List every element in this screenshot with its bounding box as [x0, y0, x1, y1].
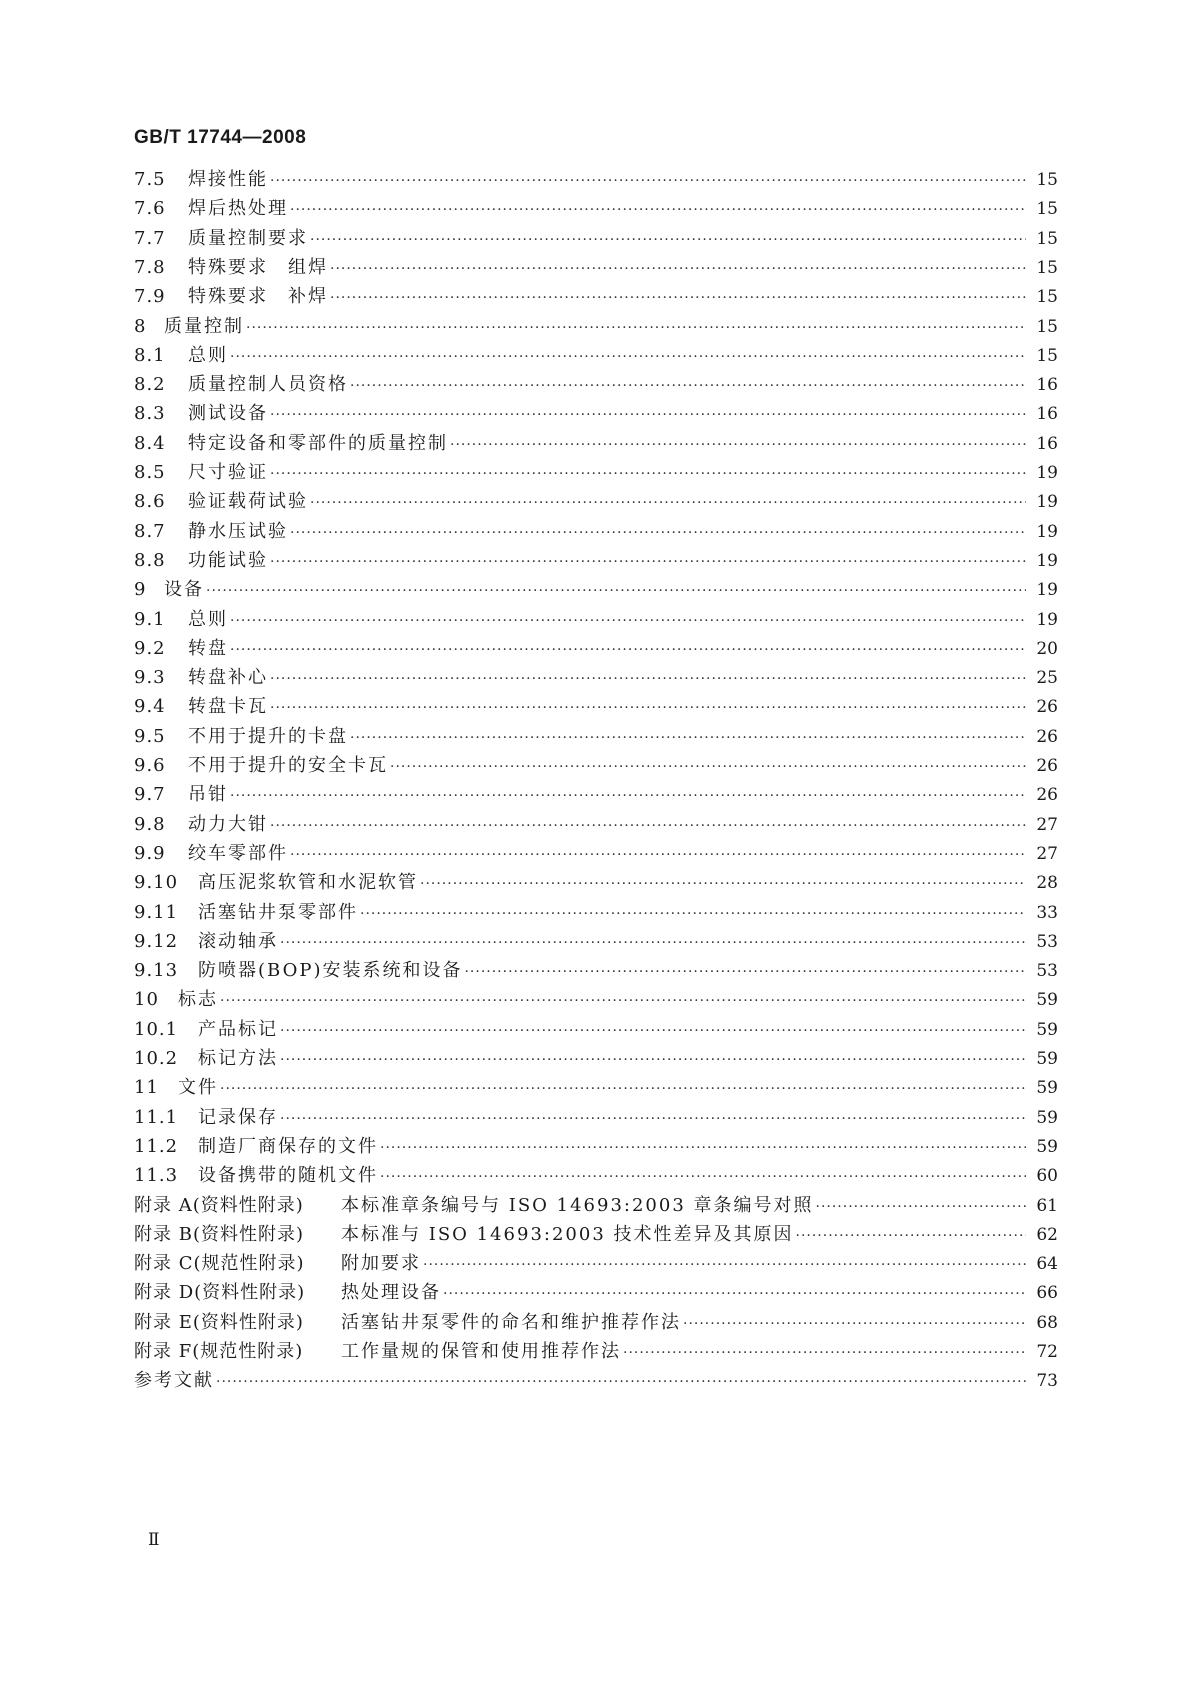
toc-entry-number: 8.8	[134, 549, 166, 571]
toc-leader-dots	[270, 400, 1026, 430]
toc-entry-number: 7.9	[134, 286, 166, 308]
toc-entry-title: 不用于提升的安全卡瓦	[188, 755, 388, 776]
toc-entry-title: 功能试验	[188, 549, 268, 571]
toc-entry-number: 11.1	[134, 1106, 179, 1128]
toc-leader-dots	[230, 342, 1026, 372]
toc-leader-dots	[420, 869, 1026, 899]
toc-entry-number: 8.7	[134, 520, 166, 542]
toc-entry[interactable]	[134, 370, 1058, 400]
toc-leader-dots	[380, 1162, 1026, 1192]
toc-entry-number: 9.5	[134, 725, 166, 747]
toc-entry-page: 15	[1036, 199, 1058, 220]
toc-entry[interactable]	[134, 575, 1058, 605]
toc-entry-title: 滚动轴承	[198, 930, 278, 952]
toc-entry-title: 高压泥浆软管和水泥软管	[198, 872, 418, 894]
toc-entry-number: 11.2	[134, 1135, 179, 1157]
toc-entry[interactable]	[134, 1073, 1058, 1103]
toc-leader-dots	[230, 606, 1026, 636]
toc-entry-page: 26	[1036, 756, 1058, 776]
toc-entry-number: 7.8	[134, 256, 166, 278]
toc-entry-title: 特定设备和零部件的质量控制	[188, 432, 448, 454]
toc-entry-page: 60	[1036, 1166, 1058, 1187]
toc-leader-dots	[270, 693, 1026, 723]
toc-entry[interactable]	[134, 985, 1058, 1015]
toc-leader-dots	[230, 781, 1026, 811]
toc-leader-dots	[310, 488, 1026, 518]
toc-entry-number: 附录 F(规范性附录)	[134, 1341, 304, 1362]
toc-entry[interactable]	[134, 458, 1058, 488]
toc-entry-page: 19	[1036, 492, 1058, 513]
toc-entry-title: 焊接性能	[188, 169, 268, 190]
toc-entry-title: 转盘卡瓦	[188, 696, 268, 718]
toc-entry[interactable]	[134, 1132, 1058, 1162]
toc-entry-number: 9.11	[134, 901, 179, 923]
toc-entry[interactable]	[134, 1103, 1058, 1133]
toc-entry-title: 产品标记	[198, 1018, 278, 1040]
toc-entry[interactable]	[134, 224, 1058, 254]
toc-entry-page: 59	[1036, 1136, 1058, 1157]
toc-entry[interactable]	[134, 839, 1058, 869]
toc-entry[interactable]	[134, 1015, 1058, 1045]
toc-entry[interactable]	[134, 927, 1058, 957]
toc-entry-title: 本标准章条编号与 ISO 14693:2003 章条编号对照	[341, 1194, 814, 1216]
toc-entry-title: 静水压试验	[188, 520, 288, 542]
toc-entry-title: 设备	[164, 579, 204, 601]
toc-leader-dots	[280, 1045, 1026, 1075]
toc-entry-page: 19	[1036, 609, 1058, 630]
toc-leader-dots	[816, 1192, 1027, 1222]
toc-entry[interactable]	[134, 692, 1058, 722]
toc-entry-title: 记录保存	[198, 1106, 278, 1128]
toc-entry-page: 19	[1036, 463, 1058, 483]
toc-entry[interactable]	[134, 399, 1058, 429]
toc-entry-title: 热处理设备	[341, 1282, 441, 1304]
toc-leader-dots	[450, 430, 1026, 460]
toc-entry-page: 15	[1036, 170, 1058, 190]
toc-entry[interactable]	[134, 810, 1058, 840]
toc-leader-dots	[270, 547, 1026, 577]
toc-entry-page: 59	[1036, 1019, 1058, 1040]
toc-entry-title: 工作量规的保管和使用推荐作法	[341, 1341, 621, 1362]
toc-entry-number: 7.7	[134, 227, 166, 249]
toc-entry[interactable]	[134, 194, 1058, 224]
toc-entry-page: 64	[1036, 1254, 1058, 1275]
toc-entry-number: 9	[134, 579, 147, 601]
toc-entry-page: 28	[1036, 873, 1058, 894]
toc-entry-number: 9.9	[134, 842, 166, 864]
toc-entry-page: 19	[1036, 580, 1058, 601]
toc-leader-dots	[350, 723, 1026, 753]
toc-leader-dots	[350, 371, 1026, 401]
toc-leader-dots	[270, 811, 1026, 841]
toc-leader-dots	[623, 1338, 1026, 1368]
toc-entry[interactable]	[134, 663, 1058, 693]
toc-entry-page: 15	[1036, 228, 1058, 249]
toc-leader-dots	[423, 1250, 1026, 1280]
toc-entry-page: 15	[1036, 287, 1058, 308]
toc-entry[interactable]	[134, 605, 1058, 635]
toc-entry-page: 72	[1036, 1342, 1058, 1362]
toc-entry-title: 质量控制人员资格	[188, 374, 348, 396]
toc-entry-title: 本标准与 ISO 14693:2003 技术性差异及其原因	[341, 1223, 794, 1245]
toc-entry[interactable]	[134, 1191, 1058, 1221]
toc-leader-dots	[270, 459, 1026, 489]
toc-entry-number: 10	[134, 989, 159, 1011]
toc-entry-number: 10.2	[134, 1048, 179, 1069]
toc-entry-page: 16	[1036, 404, 1058, 425]
toc-entry[interactable]	[134, 868, 1058, 898]
toc-entry-number: 附录 C(规范性附录)	[134, 1253, 305, 1275]
toc-entry-title: 设备携带的随机文件	[198, 1165, 378, 1187]
toc-entry[interactable]	[134, 546, 1058, 576]
toc-entry[interactable]	[134, 1161, 1058, 1191]
toc-leader-dots	[390, 752, 1026, 782]
toc-leader-dots	[683, 1309, 1026, 1339]
toc-entry[interactable]	[134, 898, 1058, 928]
toc-entry-page: 66	[1036, 1283, 1058, 1304]
toc-entry-title: 吊钳	[188, 784, 228, 806]
toc-entry-page: 15	[1036, 316, 1058, 337]
toc-leader-dots	[796, 1221, 1027, 1251]
toc-entry-page: 53	[1036, 961, 1058, 982]
toc-entry-title: 转盘补心	[188, 667, 268, 689]
toc-leader-dots	[230, 635, 1026, 665]
toc-entry-page: 19	[1036, 550, 1058, 571]
toc-entry-page: 15	[1036, 257, 1058, 278]
toc-entry-number: 8.1	[134, 344, 166, 366]
toc-entry-page: 26	[1036, 785, 1058, 806]
toc-entry-number: 9.8	[134, 813, 166, 835]
toc-entry-title: 动力大钳	[188, 813, 268, 835]
toc-entry-page: 73	[1036, 1371, 1058, 1392]
toc-leader-dots	[280, 1104, 1026, 1134]
toc-entry-number: 8	[134, 315, 147, 337]
toc-entry-page: 15	[1036, 345, 1058, 366]
toc-entry-title: 尺寸验证	[188, 462, 268, 483]
toc-entry-title: 焊后热处理	[188, 198, 288, 220]
toc-entry[interactable]	[134, 487, 1058, 517]
toc-leader-dots	[330, 283, 1026, 313]
toc-entry-title: 文件	[178, 1077, 218, 1099]
toc-entry-number: 附录 D(资料性附录)	[134, 1282, 306, 1304]
toc-entry-number: 8.5	[134, 462, 166, 483]
toc-entry[interactable]	[134, 1278, 1058, 1308]
toc-entry-number: 8.3	[134, 403, 166, 425]
toc-leader-dots	[280, 928, 1026, 958]
toc-leader-dots	[310, 225, 1026, 255]
toc-entry-number: 7.6	[134, 198, 166, 220]
page-number: Ⅱ	[148, 1530, 160, 1549]
toc-entry-title: 防喷器(BOP)安装系统和设备	[198, 960, 463, 982]
toc-leader-dots	[270, 166, 1026, 196]
toc-entry-title: 标记方法	[198, 1048, 278, 1069]
toc-entry-title: 质量控制要求	[188, 227, 308, 249]
toc-entry-page: 26	[1036, 697, 1058, 718]
toc-entry-page: 61	[1036, 1195, 1058, 1216]
toc-entry-page: 59	[1036, 1049, 1058, 1069]
toc-leader-dots	[206, 576, 1026, 606]
toc-entry-title: 总则	[188, 344, 228, 366]
toc-leader-dots	[280, 1016, 1026, 1046]
toc-entry-number: 9.1	[134, 608, 166, 630]
toc-leader-dots	[360, 899, 1026, 929]
toc-entry-title: 绞车零部件	[188, 842, 288, 864]
toc-entry-number: 10.1	[134, 1018, 179, 1040]
toc-entry-number: 9.12	[134, 930, 179, 952]
toc-entry-page: 53	[1036, 931, 1058, 952]
toc-entry[interactable]	[134, 341, 1058, 371]
toc-entry-number: 9.10	[134, 872, 179, 894]
toc-entry[interactable]	[134, 1308, 1058, 1338]
toc-entry[interactable]	[134, 1220, 1058, 1250]
toc-entry[interactable]	[134, 517, 1058, 547]
toc-entry-number: 附录 E(资料性附录)	[134, 1311, 304, 1333]
toc-leader-dots	[290, 840, 1026, 870]
toc-entry[interactable]	[134, 282, 1058, 312]
toc-entry-number: 附录 B(资料性附录)	[134, 1223, 304, 1245]
toc-entry-title: 制造厂商保存的文件	[198, 1135, 378, 1157]
toc-entry-title: 特殊要求 组焊	[188, 256, 328, 278]
toc-entry-title: 标志	[178, 989, 218, 1011]
toc-entry-page: 25	[1036, 668, 1058, 689]
toc-entry-title: 验证载荷试验	[188, 491, 308, 513]
toc-entry-page: 20	[1036, 638, 1058, 659]
toc-leader-dots	[246, 313, 1026, 343]
toc-leader-dots	[216, 1367, 1026, 1397]
toc-entry-page: 59	[1036, 990, 1058, 1011]
toc-entry-title: 转盘	[188, 637, 228, 659]
toc-leader-dots	[270, 664, 1026, 694]
toc-entry[interactable]	[134, 1366, 1058, 1396]
toc-entry-title: 总则	[188, 608, 228, 630]
toc-entry[interactable]	[134, 780, 1058, 810]
toc-entry-page: 68	[1036, 1312, 1058, 1333]
toc-entry[interactable]	[134, 253, 1058, 283]
toc-entry[interactable]	[134, 1337, 1058, 1367]
toc-leader-dots	[220, 1074, 1026, 1104]
toc-entry-number: 8.6	[134, 491, 166, 513]
toc-entry[interactable]	[134, 956, 1058, 986]
toc-leader-dots	[220, 986, 1026, 1016]
toc-entry[interactable]	[134, 165, 1058, 195]
toc-entry-page: 59	[1036, 1107, 1058, 1128]
toc-entry[interactable]	[134, 634, 1058, 664]
toc-entry-title: 活塞钻井泵零件的命名和维护推荐作法	[341, 1311, 681, 1333]
toc-entry-number: 7.5	[134, 169, 166, 190]
toc-entry-page: 27	[1036, 814, 1058, 835]
toc-entry-number: 11	[134, 1077, 159, 1099]
toc-entry-page: 33	[1036, 902, 1058, 923]
toc-entry-title: 参考文献	[134, 1370, 214, 1392]
toc-entry-number: 9.13	[134, 960, 179, 982]
toc-entry-number: 9.4	[134, 696, 166, 718]
toc-entry-number: 8.2	[134, 374, 166, 396]
toc-entry-page: 19	[1036, 521, 1058, 542]
toc-entry-page: 26	[1036, 726, 1058, 747]
toc-entry-title: 活塞钻井泵零部件	[198, 901, 358, 923]
toc-entry[interactable]	[134, 1249, 1058, 1279]
toc-entry[interactable]	[134, 312, 1058, 342]
toc-entry-number: 9.6	[134, 755, 166, 776]
toc-entry-number: 11.3	[134, 1165, 179, 1187]
toc-entry-title: 不用于提升的卡盘	[188, 725, 348, 747]
toc-entry[interactable]	[134, 751, 1058, 781]
toc-leader-dots	[290, 195, 1026, 225]
toc-entry-number: 9.7	[134, 784, 166, 806]
toc-leader-dots	[290, 518, 1026, 548]
toc-leader-dots	[380, 1133, 1026, 1163]
toc-entry-title: 测试设备	[188, 403, 268, 425]
toc-entry-page: 27	[1036, 843, 1058, 864]
toc-leader-dots	[464, 957, 1026, 987]
toc-entry-title: 附加要求	[341, 1253, 421, 1275]
toc-entry[interactable]	[134, 429, 1058, 459]
toc-entry[interactable]	[134, 722, 1058, 752]
toc-entry-page: 16	[1036, 433, 1058, 454]
toc-entry-page: 59	[1036, 1078, 1058, 1099]
toc-leader-dots	[443, 1279, 1026, 1309]
toc-entry-page: 16	[1036, 375, 1058, 396]
toc-entry-title: 质量控制	[164, 315, 244, 337]
toc-entry-title: 特殊要求 补焊	[188, 286, 328, 308]
toc-entry-number: 8.4	[134, 432, 166, 454]
standard-code: GB/T 17744—2008	[134, 127, 307, 148]
toc-leader-dots	[330, 254, 1026, 284]
toc-entry-number: 9.3	[134, 667, 166, 689]
toc-entry[interactable]	[134, 1044, 1058, 1074]
toc-entry-number: 附录 A(资料性附录)	[134, 1194, 304, 1216]
toc-entry-page: 62	[1036, 1224, 1058, 1245]
toc-entry-number: 9.2	[134, 637, 166, 659]
